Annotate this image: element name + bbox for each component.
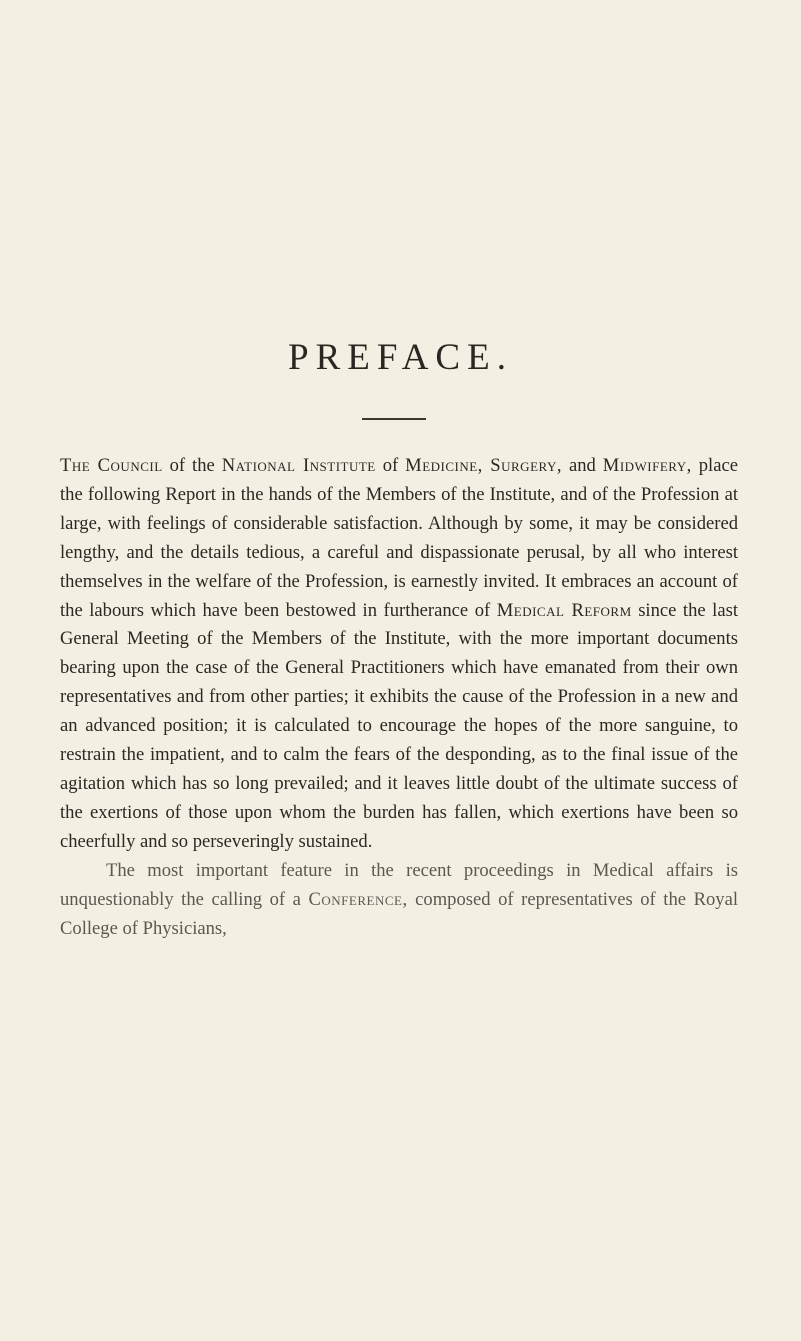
conference-smallcaps: Conference,	[308, 888, 408, 910]
paragraph-1	[60, 452, 738, 857]
text-span: of the	[162, 455, 222, 476]
medicine-surgery-smallcaps: Medicine, Surgery,	[405, 455, 563, 476]
text-span: and	[562, 455, 603, 476]
text-span: place the following Report in the hands of the Members of the Institute, and of the Profession at large, with feelings of considerable satisfaction. Although by some, it may be considered lengthy, and the details tedious, a careful and dispassionate perusal, by all who interest themselves in the welfare of the Profession, is earnestly invited. It embraces an account of the labours which have been bestowed in furtherance of	[60, 455, 738, 621]
midwifery-smallcaps: Midwifery,	[602, 455, 692, 476]
institute-smallcaps: National Institute	[221, 455, 376, 476]
preface-body	[60, 452, 738, 943]
text-span: composed of representatives of the Royal College of Physicians,	[60, 888, 738, 939]
medical-reform-smallcaps: Medical Reform	[496, 599, 632, 621]
text-span: The most important feature in the recent proceedings in Medical affairs is unquestionably the calling of a	[60, 859, 738, 910]
text-span: since the last General Meeting of the Members of the Institute, with the more important documents bearing upon the case of the General Practitioners which have emanated from their own representatives and from other parties; it exhibits the cause of the Profession in a new and an advanced position; it is calculated to encourage the hopes of the more sanguine, to restrain the impatient, and to calm the fears of the desponding, as to the final issue of the agitation which has so long prevailed; and it leaves little doubt of the ultimate success of the exertions of those upon whom the burden has fallen, which exertions have been so cheerfully and so perseveringly sustained.	[60, 599, 739, 852]
paragraph-2	[60, 857, 738, 944]
text-span: of	[375, 455, 406, 476]
title-rule	[362, 418, 426, 420]
page-title: PREFACE.	[288, 337, 513, 378]
council-smallcaps: The Council	[60, 455, 163, 476]
